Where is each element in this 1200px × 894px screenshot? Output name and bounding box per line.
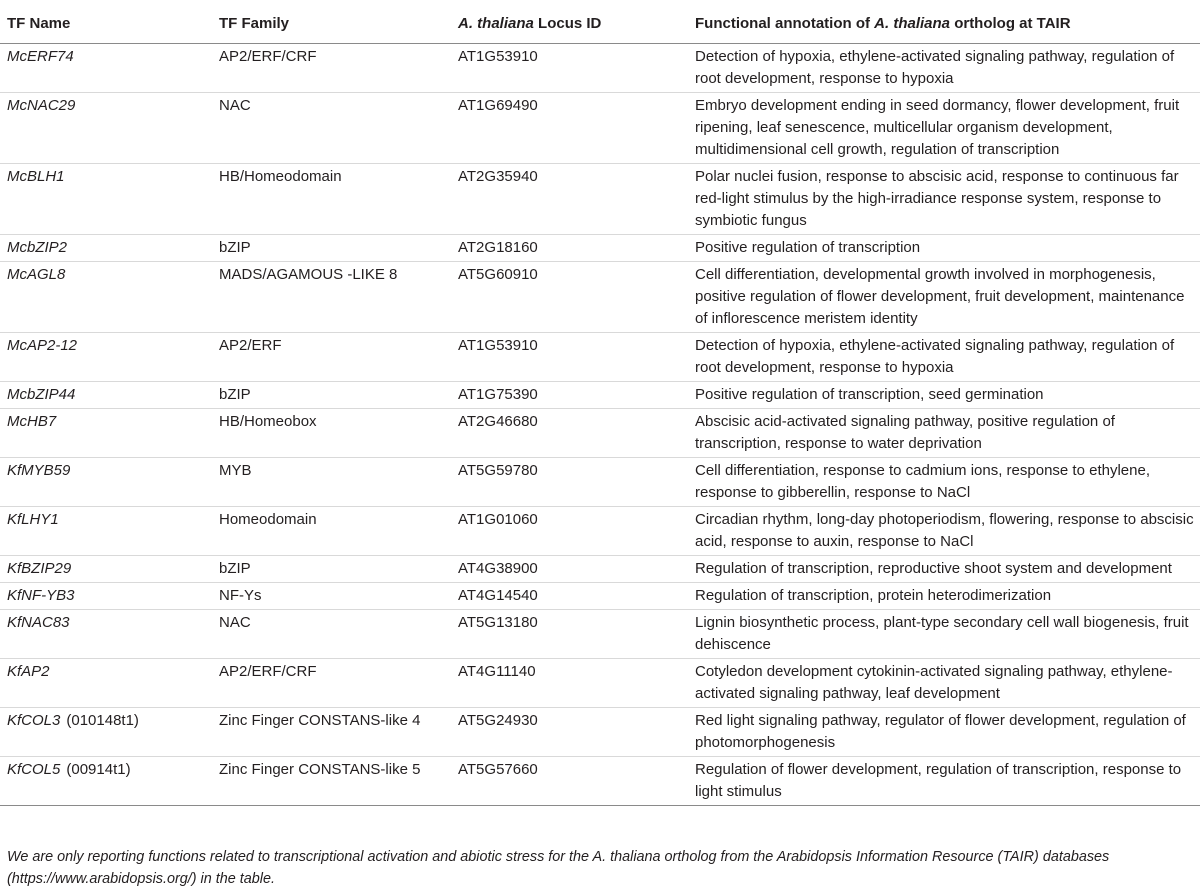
cell-locus-id: AT5G13180 [450,610,687,659]
tf-name-text: McAGL8 [7,266,66,283]
cell-functional-annotation: Detection of hypoxia, ethylene-activated signaling pathway, regulation of root development, response to hypoxia [687,333,1200,382]
tf-name-text: McNAC29 [7,97,76,114]
table-row [0,583,1200,610]
tf-name-text: KfLHY1 [7,511,59,528]
tf-name-text: KfNF-YB3 [7,587,75,604]
table-body [0,44,1200,806]
table-row [0,507,1200,556]
cell-tf-family: MYB [211,458,450,507]
table-row [0,235,1200,262]
table-row [0,659,1200,708]
cell-functional-annotation: Cell differentiation, response to cadmium ions, response to ethylene, response to gibberellin, response to NaCl [687,458,1200,507]
cell-tf-family: MADS/AGAMOUS -LIKE 8 [211,262,450,333]
table-footnote: We are only reporting functions related to transcriptional activation and abiotic stress for the A. thaliana ortholog from the Arabidopsis Information Resource (TAIR) databases (https://www.arabidopsis.org/) in the table. [7,849,1110,887]
table-row [0,333,1200,382]
cell-tf-family: AP2/ERF [211,333,450,382]
cell-tf-family: AP2/ERF/CRF [211,44,450,93]
table-row [0,382,1200,409]
cell-functional-annotation: Regulation of transcription, protein heterodimerization [687,583,1200,610]
cell-tf-name [0,659,211,708]
table-row [0,458,1200,507]
header-functional-annotation [687,0,1200,44]
cell-locus-id: AT1G69490 [450,93,687,164]
cell-tf-name [0,164,211,235]
header-tf-name: TF Name [0,0,211,44]
table-row [0,44,1200,93]
cell-locus-id: AT4G11140 [450,659,687,708]
cell-tf-family: bZIP [211,382,450,409]
tf-name-text: KfCOL3 [7,712,61,729]
cell-locus-id: AT5G57660 [450,757,687,806]
cell-tf-name [0,610,211,659]
cell-tf-name [0,333,211,382]
table-row [0,757,1200,806]
cell-tf-name [0,757,211,806]
cell-functional-annotation: Embryo development ending in seed dormancy, flower development, fruit ripening, leaf senescence, multicellular organism development, multidimensional cell growth, regulation of transcription [687,93,1200,164]
cell-functional-annotation: Abscisic acid-activated signaling pathway, positive regulation of transcription, response to water deprivation [687,409,1200,458]
cell-locus-id: AT1G75390 [450,382,687,409]
cell-functional-annotation: Positive regulation of transcription [687,235,1200,262]
tf-name-text: KfMYB59 [7,462,71,479]
cell-tf-family: bZIP [211,235,450,262]
cell-locus-id: AT1G01060 [450,507,687,556]
cell-locus-id: AT4G38900 [450,556,687,583]
cell-tf-name [0,235,211,262]
tf-gene-id: (010148t1) [66,712,139,729]
tf-name-text: McBLH1 [7,168,65,185]
cell-locus-id: AT5G60910 [450,262,687,333]
tf-name-text: McAP2-12 [7,337,78,354]
cell-tf-family: HB/Homeodomain [211,164,450,235]
header-locus-label: Locus ID [538,15,602,32]
cell-functional-annotation: Cell differentiation, developmental growth involved in morphogenesis, positive regulation of flower development, fruit development, maintenance of inflorescence meristem identity [687,262,1200,333]
cell-tf-name [0,556,211,583]
cell-tf-family: NAC [211,610,450,659]
cell-tf-family: NF-Ys [211,583,450,610]
cell-tf-name [0,409,211,458]
cell-functional-annotation: Polar nuclei fusion, response to abscisic acid, response to continuous far red-light stimulus by the high-irradiance response system, response to symbiotic fungus [687,164,1200,235]
cell-tf-name [0,382,211,409]
cell-tf-name [0,507,211,556]
tf-name-text: McbZIP44 [7,386,76,403]
cell-functional-annotation: Regulation of flower development, regulation of transcription, response to light stimulus [687,757,1200,806]
tf-name-text: McbZIP2 [7,239,68,256]
cell-functional-annotation: Detection of hypoxia, ethylene-activated signaling pathway, regulation of root development, response to hypoxia [687,44,1200,93]
tf-gene-id: (00914t1) [66,761,131,778]
tf-name-text: KfAP2 [7,663,50,680]
tf-name-text: KfCOL5 [7,761,61,778]
table-header [0,0,1200,44]
cell-functional-annotation: Positive regulation of transcription, seed germination [687,382,1200,409]
header-locus-id [450,0,687,44]
table-row [0,164,1200,235]
table-row [0,556,1200,583]
table-row [0,610,1200,659]
cell-tf-name [0,708,211,757]
table-row [0,93,1200,164]
cell-functional-annotation: Regulation of transcription, reproductive shoot system and development [687,556,1200,583]
cell-locus-id: AT5G59780 [450,458,687,507]
tf-name-text: KfBZIP29 [7,560,72,577]
cell-tf-family: Zinc Finger CONSTANS-like 4 [211,708,450,757]
cell-functional-annotation: Red light signaling pathway, regulator of flower development, regulation of photomorphogenesis [687,708,1200,757]
cell-locus-id: AT1G53910 [450,333,687,382]
cell-functional-annotation: Circadian rhythm, long-day photoperiodism, flowering, response to abscisic acid, response to auxin, response to NaCl [687,507,1200,556]
cell-tf-family: bZIP [211,556,450,583]
header-func-species: A. thaliana [874,15,951,32]
table-row [0,409,1200,458]
header-row [0,0,1200,44]
cell-locus-id: AT2G35940 [450,164,687,235]
cell-tf-name [0,583,211,610]
tf-name-text: McERF74 [7,48,74,65]
cell-tf-name [0,93,211,164]
header-locus-species: A. thaliana [458,15,534,32]
table-row [0,262,1200,333]
cell-tf-family: Homeodomain [211,507,450,556]
header-func-pre: Functional annotation of [695,15,870,32]
cell-tf-family: HB/Homeobox [211,409,450,458]
cell-functional-annotation: Cotyledon development cytokinin-activated signaling pathway, ethylene-activated signaling pathway, leaf development [687,659,1200,708]
cell-locus-id: AT5G24930 [450,708,687,757]
cell-locus-id: AT2G46680 [450,409,687,458]
table-row [0,708,1200,757]
tf-name-text: McHB7 [7,413,57,430]
cell-tf-name [0,44,211,93]
cell-locus-id: AT1G53910 [450,44,687,93]
cell-tf-family: AP2/ERF/CRF [211,659,450,708]
cell-locus-id: AT2G18160 [450,235,687,262]
cell-functional-annotation: Lignin biosynthetic process, plant-type secondary cell wall biogenesis, fruit dehiscence [687,610,1200,659]
cell-locus-id: AT4G14540 [450,583,687,610]
header-tf-family: TF Family [211,0,450,44]
cell-tf-family: NAC [211,93,450,164]
cell-tf-name [0,458,211,507]
tf-name-text: KfNAC83 [7,614,70,631]
cell-tf-name [0,262,211,333]
cell-tf-family: Zinc Finger CONSTANS-like 5 [211,757,450,806]
header-func-post: ortholog at TAIR [954,15,1071,32]
